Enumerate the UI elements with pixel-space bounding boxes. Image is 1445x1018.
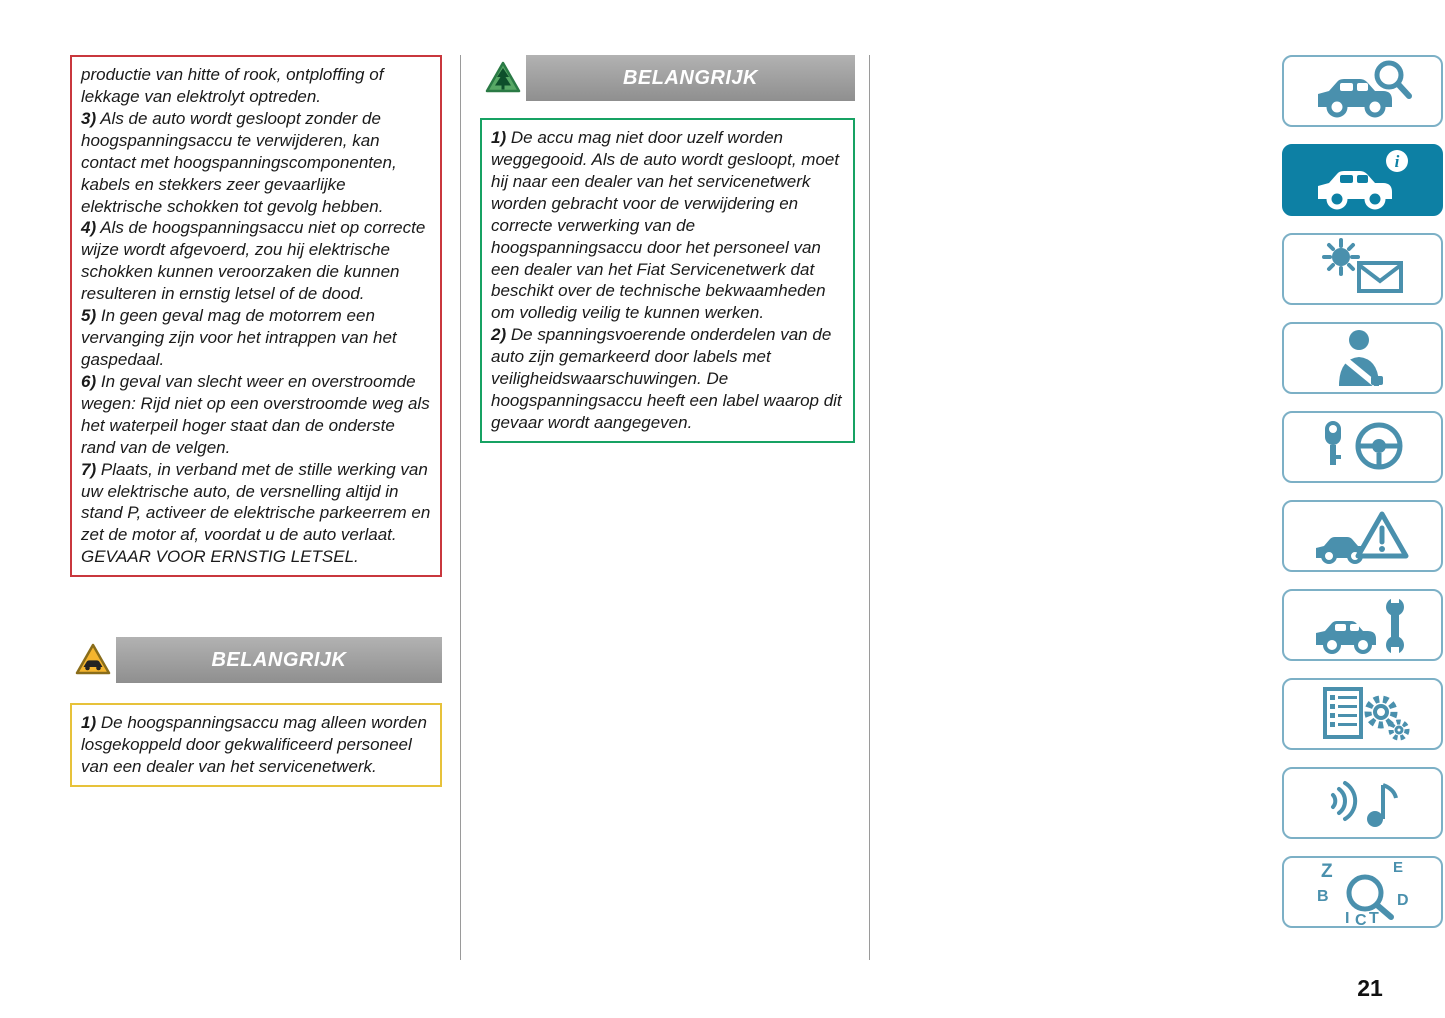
important-item	[81, 712, 431, 778]
sidebar-tab-emergency[interactable]	[1282, 500, 1443, 572]
warning-item	[81, 371, 431, 459]
list-gears-icon	[1313, 682, 1413, 746]
sidebar-tab-car-knowledge[interactable]	[1282, 55, 1443, 127]
item-number: 6)	[81, 371, 97, 391]
sidebar-tab-maintenance[interactable]	[1282, 589, 1443, 661]
sidebar-tab-starting-driving[interactable]	[1282, 411, 1443, 483]
environment-triangle-icon	[480, 55, 526, 101]
info-glyph: i	[1394, 152, 1399, 171]
column-divider	[460, 55, 461, 960]
important-header-bar	[116, 637, 442, 683]
index-letter: B	[1316, 888, 1329, 905]
item-text: De spanningsvoerende onderdelen van de auto zijn gemarkeerd door labels met veiligheidswaarschuwingen. De hoogspanningsaccu heeft een label waarop dit gevaar wordt aangegeven.	[491, 325, 842, 432]
car-wrench-icon	[1313, 593, 1413, 657]
warning-intro: productie van hitte of rook, ontploffing of lekkage van elektrolyt optreden.	[81, 65, 384, 106]
index-letter: I	[1344, 910, 1349, 927]
sidebar-tab-warning-lights[interactable]	[1282, 233, 1443, 305]
car-warning-triangle-icon	[1313, 504, 1413, 568]
item-text: Plaats, in verband met de stille werking van uw elektrische auto, de versnelling altijd in stand P, activeer de elektrische parkeerrem en zet de motor af, voordat u de auto verlaat. GEVAAR VOOR ERNSTIG LETSEL.	[81, 459, 431, 567]
important-header-label: BELANGRIJK	[211, 648, 347, 671]
car-magnifier-icon	[1313, 59, 1413, 123]
alphabetical-index-icon	[1313, 857, 1413, 927]
index-letter: E	[1392, 859, 1403, 876]
key-steering-wheel-icon	[1313, 415, 1413, 479]
item-text: De hoogspanningsaccu mag alleen worden losgekoppeld door gekwalificeerd personeel van een dealer van het servicenetwerk.	[81, 713, 427, 776]
important-item	[491, 127, 844, 324]
sidebar-tab-multimedia[interactable]	[1282, 767, 1443, 839]
important-box-yellow	[70, 703, 442, 787]
warning-item	[81, 305, 431, 371]
index-letter: C	[1354, 912, 1367, 927]
item-number: 4)	[81, 218, 97, 238]
warning-item	[81, 217, 431, 305]
sidebar-tab-car-information[interactable]	[1282, 144, 1443, 216]
important-header-bar	[526, 55, 855, 101]
column-divider	[869, 55, 870, 960]
warning-item	[81, 459, 431, 569]
important-box-green	[480, 118, 855, 443]
index-letter: D	[1396, 892, 1409, 909]
item-number: 2)	[491, 325, 507, 345]
important-header-left	[70, 637, 442, 683]
item-number: 1)	[491, 128, 507, 147]
item-text: Als de auto wordt gesloopt zonder de hoogspanningsaccu te verwijderen, kan contact met hoogspanningscomponenten, kabels en stekkers zeer gevaarlijke elektrische schokken tot gevolg hebben.	[81, 108, 397, 216]
item-number: 1)	[81, 713, 97, 732]
warning-item	[81, 108, 431, 218]
important-item	[491, 324, 844, 434]
item-text: In geen geval mag de motorrem een vervanging zijn voor het intrappen van het gaspedaal.	[81, 306, 397, 369]
warning-box	[70, 55, 442, 577]
car-info-icon	[1313, 148, 1413, 212]
sidebar-tab-index[interactable]	[1282, 856, 1443, 928]
section-tab-sidebar	[1282, 55, 1443, 928]
index-letter: T	[1368, 910, 1379, 927]
important-header-label: BELANGRIJK	[622, 66, 758, 89]
item-number: 5)	[81, 306, 97, 326]
warning-light-message-icon	[1313, 237, 1413, 301]
page-number: 21	[1357, 975, 1383, 1001]
sidebar-tab-technical-data[interactable]	[1282, 678, 1443, 750]
sidebar-tab-safety[interactable]	[1282, 322, 1443, 394]
item-number: 7)	[81, 459, 97, 479]
item-text: De accu mag niet door uzelf worden weggegooid. Als de auto wordt gesloopt, moet hij naar een dealer van het servicenetwerk worden gebracht voor de verwijdering en correcte verwerking van de hoogspanningsaccu door het personeel van een dealer van het Fiat Servicenetwerk dat beschikt over de technische bekwaamheden om volledig veilig te kunnen werken.	[491, 128, 840, 323]
item-number: 3)	[81, 108, 97, 128]
item-text: In geval van slecht weer en overstroomde wegen: Rijd niet op een overstroomde weg als het waterpeil hoger staat dan de onderste rand van de velgen.	[81, 371, 430, 457]
index-letter: Z	[1320, 861, 1333, 882]
audio-note-icon	[1313, 771, 1413, 835]
item-text: Als de hoogspanningsaccu niet op correcte wijze wordt afgevoerd, zou hij elektrische schokken kunnen veroorzaken die kunnen resulteren in ernstig letsel of de dood.	[81, 218, 426, 304]
car-warning-triangle-icon	[70, 637, 116, 683]
seatbelt-person-icon	[1313, 326, 1413, 390]
important-header-middle	[480, 55, 855, 101]
